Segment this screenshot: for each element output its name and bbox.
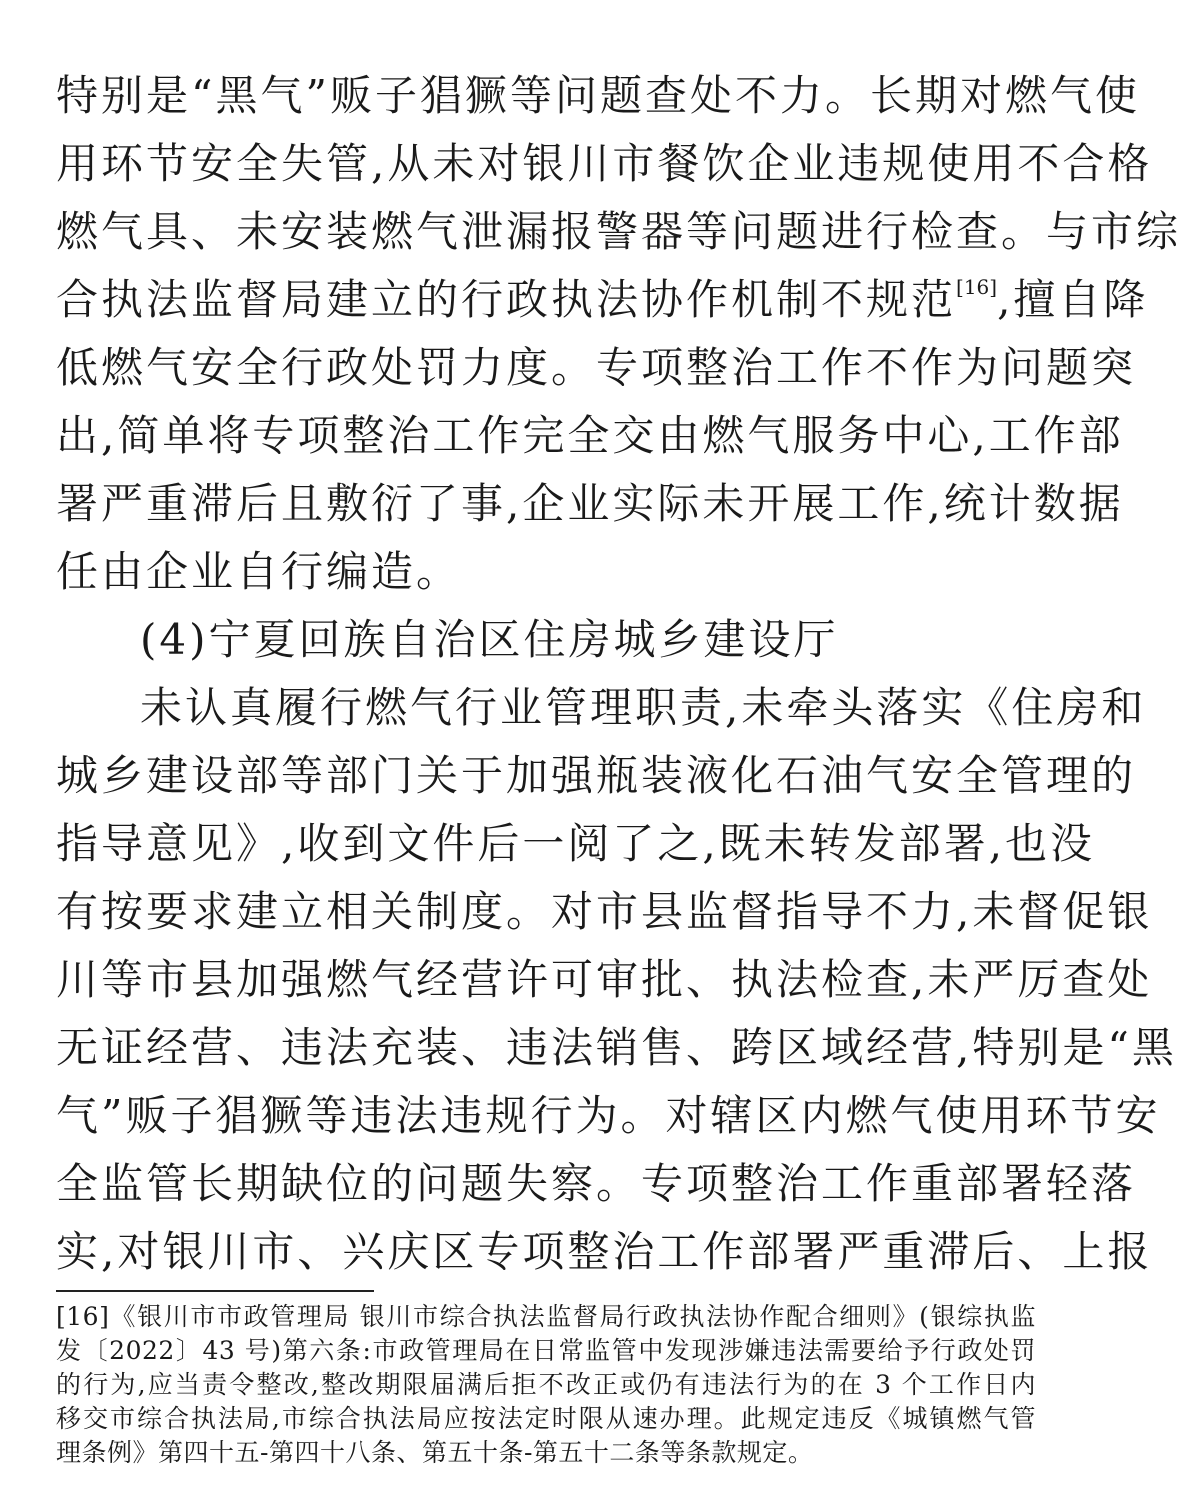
- body-line: 用环节安全失管,从未对银川市餐饮企业违规使用不合格: [56, 139, 1153, 188]
- body-line: 川等市县加强燃气经营许可审批、执法检查,未严厉查处: [56, 955, 1153, 1004]
- body-line: 署严重滞后且敷衍了事,企业实际未开展工作,统计数据: [56, 479, 1124, 528]
- body-line: 任由企业自行编造。: [56, 547, 462, 596]
- body-line-text: 合执法监督局建立的行政执法协作机制不规范: [56, 275, 957, 324]
- body-line: 有按要求建立相关制度。对市县监督指导不力,未督促银: [56, 887, 1153, 936]
- body-line: 出,简单将专项整治工作完全交由燃气服务中心,工作部: [56, 411, 1124, 460]
- body-line: 无证经营、违法充装、违法销售、跨区域经营,特别是“黑: [56, 1023, 1177, 1072]
- section-heading: (4)宁夏回族自治区住房城乡建设厅: [140, 615, 839, 664]
- body-line: [56, 266, 1149, 334]
- body-line: 燃气具、未安装燃气泄漏报警器等问题进行检查。与市综: [56, 207, 1181, 256]
- body-line: 特别是“黑气”贩子猖獗等问题查处不力。长期对燃气使: [56, 71, 1140, 120]
- body-line: 未认真履行燃气行业管理职责,未牵头落实《住房和: [140, 683, 1147, 732]
- body-line-text: ,擅自降: [997, 275, 1149, 324]
- footnote-divider: [56, 1290, 374, 1292]
- footnote-reference[interactable]: [16]: [956, 275, 998, 299]
- body-line: 全监管长期缺位的问题失察。专项整治工作重部署轻落: [56, 1159, 1137, 1208]
- footnote-line: 的行为,应当责令整改,整改期限届满后拒不改正或仍有违法行为的在 3 个工作日内: [56, 1370, 1036, 1399]
- body-line: 城乡建设部等部门关于加强瓶装液化石油气安全管理的: [56, 751, 1137, 800]
- body-line: 气”贩子猖獗等违法违规行为。对辖区内燃气使用环节安: [56, 1091, 1161, 1140]
- body-line: 指导意见》,收到文件后一阅了之,既未转发部署,也没: [56, 819, 1096, 868]
- body-line: 实,对银川市、兴庆区专项整治工作部署严重滞后、上报: [56, 1227, 1153, 1276]
- body-line: 低燃气安全行政处罚力度。专项整治工作不作为问题突: [56, 343, 1137, 392]
- footnote-line: 理条例》第四十五-第四十八条、第五十条-第五十二条等条款规定。: [56, 1438, 814, 1467]
- footnote-line: 发〔2022〕43 号)第六条:市政管理局在日常监管中发现涉嫌违法需要给予行政处罚: [56, 1336, 1036, 1365]
- footnote-line: 移交市综合执法局,市综合执法局应按法定时限从速办理。此规定违反《城镇燃气管: [56, 1404, 1036, 1433]
- footnote-line: [16]《银川市市政管理局 银川市综合执法监督局行政执法协作配合细则》(银综执监: [56, 1302, 1036, 1331]
